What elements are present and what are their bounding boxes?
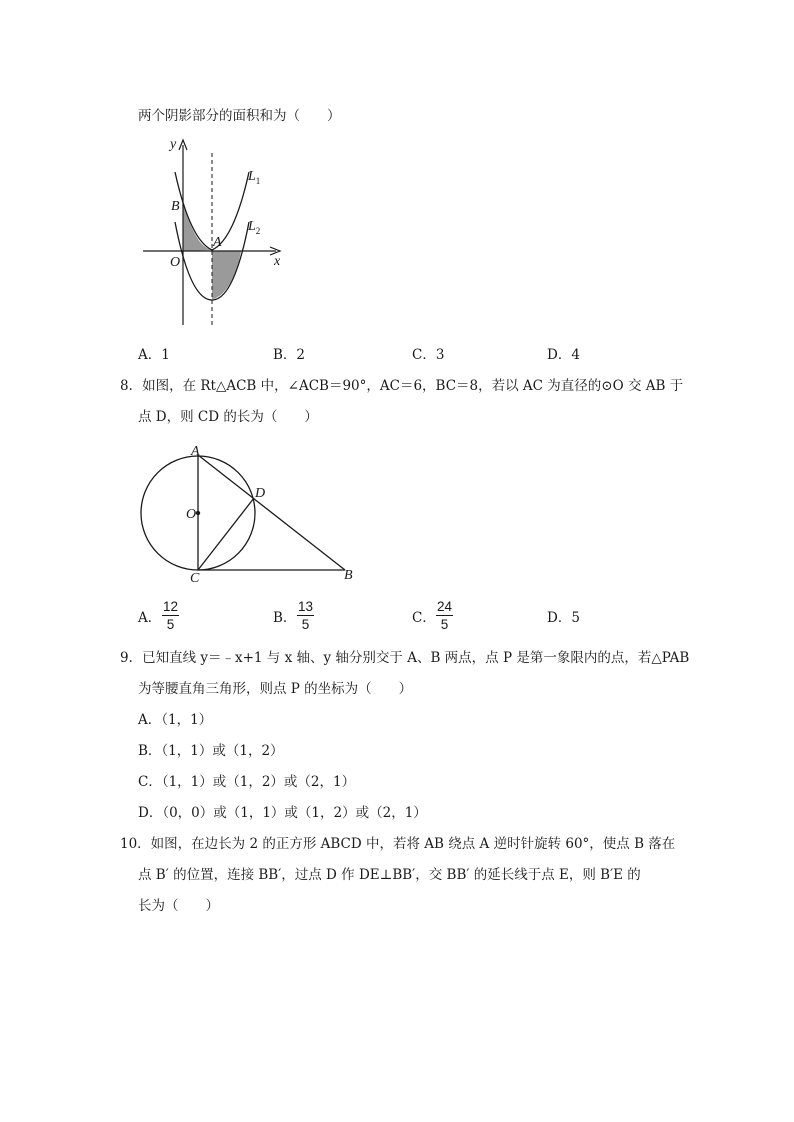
q10-stem-line1: 10．如图，在边长为 2 的正方形 ABCD 中，若将 AB 绕点 A 逆时针旋转 60°，使点 B 落在 [120,836,676,852]
shaded-region-left [183,203,212,251]
point-a-label: A [191,444,200,459]
q7-option-d: D．4 [547,347,580,363]
q10-stem-line2: 点 B′ 的位置，连接 BB′，过点 D 作 DE⊥BB′，交 BB′ 的延长线于点 E，则 B′E 的 [138,867,641,883]
q8-option-b [273,606,296,626]
option-letter: D． [547,610,572,626]
point-o-label: O [186,507,197,522]
q8-option-b-fraction [297,598,314,633]
denominator: 5 [440,617,449,632]
q9-option-d: D．（0，0）或（1，1）或（1，2）或（2，1） [138,805,427,821]
q9-option-b: B．（1，1）或（1，2） [138,743,284,759]
point-d-label: D [255,486,266,501]
q9-stem-line1: 9．已知直线 y＝﹣x+1 与 x 轴、y 轴分别交于 A、B 两点，点 P 是第一象限内的点，若△PAB [120,650,690,666]
shaded-region-right [212,251,241,299]
q8-stem-line2: 点 D，则 CD 的长为（ ） [138,409,318,425]
q9-option-c: C．（1，1）或（1，2）或（2，1） [138,774,356,790]
q7-stem-tail: 两个阴影部分的面积和为（ ） [138,108,341,124]
numerator: 13 [298,599,314,614]
q10-stem-line3: 长为（ ） [138,898,219,914]
q8-option-c-fraction [436,598,453,633]
option-letter: A． [138,610,162,626]
q7-option-b: B．2 [273,347,306,363]
segment-ab [198,455,345,570]
q8-option-d [547,606,580,626]
point-c-label: C [190,571,200,586]
curve-l2-label: $L_2$ [248,219,261,236]
point-b-label: B [171,199,180,214]
q8-stem-line1: 8．如图，在 Rt△ACB 中，∠ACB＝90°，AC＝6，BC＝8，若以 AC 为直径的⊙O 交 AB 于 [120,378,684,394]
center-point-o [196,511,200,515]
option-value: 5 [571,610,580,626]
point-b-label: B [344,568,353,583]
y-axis-label: y [170,137,177,152]
q7-figure [138,130,288,330]
point-a-label: A [213,235,222,250]
q8-figure [138,440,358,586]
option-letter: C． [412,610,436,626]
q7-option-c: C．3 [412,347,445,363]
q9-option-a: A．（1，1） [138,712,213,728]
denominator: 5 [166,617,175,632]
segment-cd [198,498,254,570]
q8-option-a-fraction [162,598,179,633]
option-letter: B． [273,610,297,626]
q8-option-c [412,606,436,626]
curve-l1-label: $L_1$ [248,169,261,186]
q8-option-a [138,606,161,626]
numerator: 24 [437,599,453,614]
q9-stem-line2: 为等腰直角三角形，则点 P 的坐标为（ ） [138,681,413,697]
q7-option-a: A．1 [138,347,170,363]
x-axis-label: x [274,254,281,269]
origin-label: O [170,255,181,270]
numerator: 12 [163,599,179,614]
denominator: 5 [301,617,310,632]
